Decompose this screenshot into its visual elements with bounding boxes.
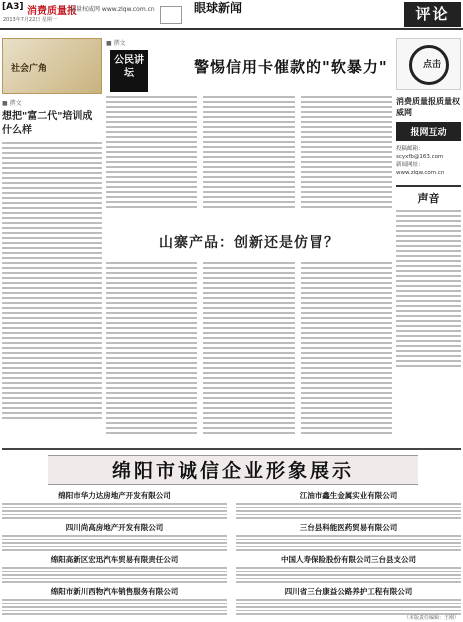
contact-email-label: 投稿邮箱： <box>396 146 424 152</box>
center-top-article <box>106 38 392 218</box>
voice-body <box>396 210 461 367</box>
enterprise-name: 江油市鑫生金属实业有限公司 <box>299 491 398 500</box>
click-logo <box>396 38 461 90</box>
enterprise-name: 四川尚高房地产开发有限公司 <box>65 523 164 532</box>
enterprise-name: 绵阳市新川西物汽车销售服务有限公司 <box>50 587 179 596</box>
enterprise-entry <box>2 586 227 617</box>
center-top-label: ■ 撰文 <box>106 40 126 47</box>
left-section-label: ■ 撰文 <box>2 100 22 107</box>
enterprise-grid <box>2 490 461 618</box>
main-headline: 警惕信用卡催款的"软暴力" <box>194 58 388 76</box>
left-article-title: 想把"富二代"培训成什么样 <box>2 111 93 136</box>
left-article-body <box>2 142 102 419</box>
masthead <box>0 0 463 32</box>
enterprise-banner: 绵阳市诚信企业形象展示 <box>48 455 418 485</box>
column-logo-icon <box>160 6 182 24</box>
enterprise-entry <box>2 490 227 521</box>
page-footer: （本版责任编辑：王刚） <box>403 615 459 621</box>
hotline-label: 消费质量报质量权威网 <box>396 97 460 117</box>
left-illustration <box>2 38 102 94</box>
logo-text: 点击 <box>423 60 442 70</box>
page-number: [A3] <box>2 2 24 12</box>
contact-info <box>396 145 461 177</box>
enterprise-entry <box>2 554 227 585</box>
banner-rule <box>2 448 461 450</box>
voice-heading: 声音 <box>396 185 461 206</box>
masthead-rule <box>0 28 463 30</box>
issue-date: 2013年7月22日 星期一 <box>3 17 57 23</box>
center-mid-article <box>106 226 392 446</box>
enterprise-name: 四川省三台康益公路养护工程有限公司 <box>284 587 413 596</box>
right-column <box>396 38 461 448</box>
enterprise-name: 三台县科能医药贸易有限公司 <box>299 523 398 532</box>
enterprise-name: 中国人寿保险股份有限公司三台县支公司 <box>281 555 416 564</box>
center-top-body <box>106 96 392 216</box>
center-mid-body <box>106 262 392 437</box>
article-ribbon: 公民讲坛 <box>110 50 148 92</box>
second-headline: 山寨产品：创新还是仿冒？ <box>159 235 339 251</box>
enterprise-entry <box>236 490 461 521</box>
brand-subtitle: 质量权威网 www.zlqw.com.cn <box>70 6 155 13</box>
section-title: 评论 <box>404 2 461 27</box>
enterprise-name: 绵阳高新区宏迅汽车贸易有限责任公司 <box>50 555 179 564</box>
contact-email: scyxfb@163.com <box>396 154 444 160</box>
contact-web-label: 新闻网址： <box>396 162 424 168</box>
enterprise-entry <box>2 522 227 553</box>
enterprise-name: 绵阳市华力达房地产开发有限公司 <box>58 491 171 500</box>
column-tag: 眼球新闻 <box>193 1 242 15</box>
report-box: 报网互动 <box>396 122 461 141</box>
left-illustration-title: 社会广角 <box>11 64 48 74</box>
enterprise-entry <box>236 522 461 553</box>
contact-web: www.zlqw.com.cn <box>396 170 445 176</box>
left-column <box>2 38 102 448</box>
enterprise-entry <box>236 586 461 617</box>
brand-name: 消费质量报 <box>27 6 77 17</box>
enterprise-entry <box>236 554 461 585</box>
